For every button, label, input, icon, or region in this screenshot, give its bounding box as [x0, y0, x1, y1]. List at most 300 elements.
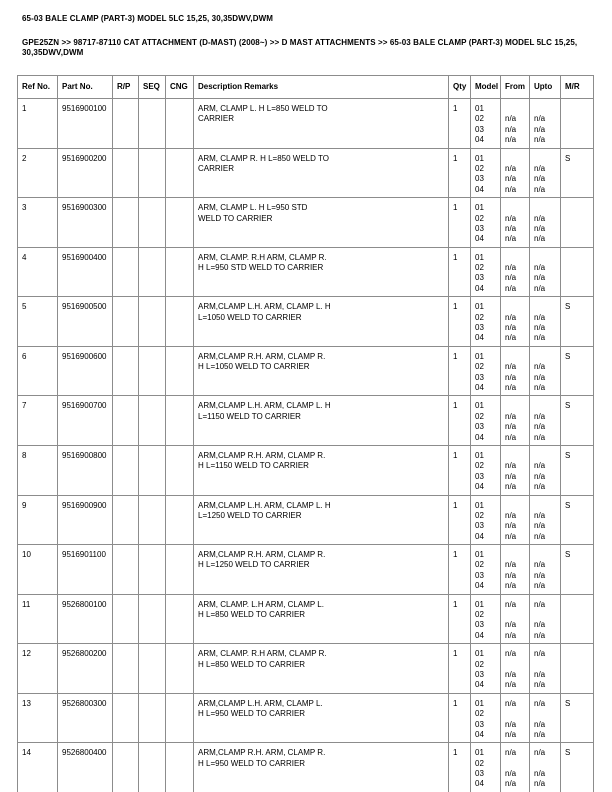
cell-description [194, 297, 449, 346]
qty-value: 1 [453, 401, 458, 411]
from-value: n/a [505, 114, 517, 124]
cell-seq [139, 396, 166, 445]
cell-model [471, 198, 501, 247]
from-value [505, 154, 527, 164]
breadcrumb: GPE25ZN >> 98717-87110 CAT ATTACHMENT (D-MAST) (2008~) >> D MAST ATTACHMENTS >> 65-03 BALE CLAMP (PART-3) MODEL 5LC 15,25, 30,35DWV,DWM [22, 38, 578, 57]
cell-rp [113, 694, 139, 743]
from-value [505, 759, 527, 769]
cell-mr [561, 743, 593, 792]
description-line-1: ARM, CLAMP. R.H ARM, CLAMP R. [198, 649, 327, 659]
from-value: n/a [505, 531, 517, 541]
part-no-value: 9516900700 [62, 401, 107, 411]
model-value: 01 [475, 748, 484, 758]
cell-part-no [58, 347, 113, 396]
description-line-2: WELD TO CARRIER [198, 213, 273, 223]
cell-ref-no [18, 198, 58, 247]
cell-ref-no [18, 496, 58, 545]
upto-value: n/a [534, 263, 546, 273]
cell-cng [166, 149, 194, 198]
from-value: n/a [505, 649, 517, 659]
qty-value: 1 [453, 748, 458, 758]
table-row [18, 347, 593, 397]
description-line-2: CARRIER [198, 163, 235, 173]
cell-ref-no [18, 248, 58, 297]
cell-mr [561, 446, 593, 495]
cell-mr [561, 248, 593, 297]
cell-upto [530, 248, 561, 297]
cell-ref-no [18, 446, 58, 495]
cell-seq [139, 248, 166, 297]
cell-part-no [58, 99, 113, 148]
qty-value: 1 [453, 351, 458, 361]
ref-no-value: 10 [22, 550, 31, 560]
from-value [505, 401, 527, 411]
upto-value: n/a [534, 630, 546, 640]
cell-qty [449, 446, 471, 495]
description-line-1: ARM,CLAMP L.H. ARM, CLAMP L. [198, 698, 323, 708]
ref-no-value: 13 [22, 698, 31, 708]
upto-value: n/a [534, 382, 546, 392]
upto-value [534, 352, 558, 362]
cell-description [194, 496, 449, 545]
table-row [18, 248, 593, 298]
cell-ref-no [18, 396, 58, 445]
model-value: 03 [475, 769, 484, 779]
description-line-2: H L=1050 WELD TO CARRIER [198, 362, 310, 372]
model-value: 04 [475, 283, 484, 293]
cell-part-no [58, 545, 113, 594]
cell-seq [139, 149, 166, 198]
model-value: 02 [475, 659, 484, 669]
from-value: n/a [505, 362, 517, 372]
model-value: 03 [475, 124, 484, 134]
model-value: 04 [475, 779, 484, 789]
cell-seq [139, 496, 166, 545]
from-value [505, 104, 527, 114]
part-no-value: 9526800300 [62, 698, 107, 708]
model-value: 01 [475, 698, 484, 708]
cell-seq [139, 644, 166, 693]
table-row [18, 694, 593, 744]
model-value: 04 [475, 333, 484, 343]
ref-no-value: 7 [22, 401, 27, 411]
table-row [18, 595, 593, 645]
ref-no-value: 5 [22, 302, 27, 312]
upto-value: n/a [534, 432, 546, 442]
description-line-2: H L=950 WELD TO CARRIER [198, 709, 306, 719]
ref-no-value: 12 [22, 649, 31, 659]
upto-value: n/a [534, 372, 546, 382]
description-line-2: L=1050 WELD TO CARRIER [198, 312, 302, 322]
from-value: n/a [505, 779, 517, 789]
model-value: 04 [475, 680, 484, 690]
mr-value: S [565, 153, 571, 163]
cell-rp [113, 446, 139, 495]
description-line-2: L=1150 WELD TO CARRIER [198, 411, 301, 421]
cell-ref-no [18, 545, 58, 594]
model-value: 02 [475, 411, 484, 421]
ref-no-value: 8 [22, 450, 27, 460]
cell-from [501, 99, 530, 148]
cell-qty [449, 396, 471, 445]
model-value: 04 [475, 184, 484, 194]
part-no-value: 9516900200 [62, 153, 107, 163]
cell-part-no [58, 595, 113, 644]
upto-value: n/a [534, 620, 546, 630]
part-no-value: 9526800100 [62, 599, 107, 609]
cell-qty [449, 644, 471, 693]
model-value: 01 [475, 153, 484, 163]
cell-cng [166, 496, 194, 545]
cell-description [194, 694, 449, 743]
model-value: 03 [475, 273, 484, 283]
cell-part-no [58, 248, 113, 297]
cell-upto [530, 347, 561, 396]
part-no-value: 9516901100 [62, 550, 106, 560]
cell-mr [561, 149, 593, 198]
cell-cng [166, 694, 194, 743]
cell-upto [530, 595, 561, 644]
cell-model [471, 743, 501, 792]
header-rp: R/P [113, 76, 139, 98]
header-cng: CNG [166, 76, 194, 98]
mr-value: S [565, 302, 571, 312]
model-value: 04 [475, 482, 484, 492]
cell-rp [113, 496, 139, 545]
description-line-1: ARM, CLAMP L. H L=950 STD [198, 203, 308, 213]
ref-no-value: 11 [22, 599, 31, 609]
from-value: n/a [505, 461, 517, 471]
cell-model [471, 496, 501, 545]
cell-part-no [58, 297, 113, 346]
model-value: 03 [475, 223, 484, 233]
from-value: n/a [505, 482, 517, 492]
model-value: 03 [475, 174, 484, 184]
qty-value: 1 [453, 450, 458, 460]
part-no-value: 9516900800 [62, 450, 107, 460]
upto-value [534, 302, 558, 312]
cell-model [471, 99, 501, 148]
cell-qty [449, 694, 471, 743]
description-line-1: ARM,CLAMP R.H. ARM, CLAMP R. [198, 748, 326, 758]
cell-model [471, 446, 501, 495]
cell-rp [113, 347, 139, 396]
upto-value [534, 709, 558, 719]
cell-description [194, 743, 449, 792]
upto-value: n/a [534, 769, 546, 779]
cell-description [194, 198, 449, 247]
cell-description [194, 446, 449, 495]
cell-seq [139, 297, 166, 346]
cell-mr [561, 644, 593, 693]
cell-part-no [58, 198, 113, 247]
mr-value: S [565, 500, 571, 510]
table-row [18, 149, 593, 199]
mr-value: S [565, 550, 571, 560]
model-value: 04 [475, 581, 484, 591]
ref-no-value: 9 [22, 500, 27, 510]
part-no-value: 9526800400 [62, 748, 107, 758]
upto-value: n/a [534, 510, 546, 520]
from-value [505, 302, 527, 312]
model-value: 04 [475, 382, 484, 392]
cell-from [501, 396, 530, 445]
cell-ref-no [18, 743, 58, 792]
upto-value: n/a [534, 184, 546, 194]
cell-seq [139, 694, 166, 743]
model-value: 03 [475, 719, 484, 729]
from-value: n/a [505, 599, 517, 609]
cell-from [501, 644, 530, 693]
upto-value [534, 401, 558, 411]
from-value [505, 610, 527, 620]
cell-upto [530, 396, 561, 445]
from-value: n/a [505, 135, 517, 145]
cell-rp [113, 743, 139, 792]
cell-description [194, 248, 449, 297]
from-value: n/a [505, 124, 517, 134]
cell-upto [530, 149, 561, 198]
cell-cng [166, 248, 194, 297]
cell-cng [166, 396, 194, 445]
cell-model [471, 149, 501, 198]
table-row [18, 396, 593, 446]
cell-upto [530, 743, 561, 792]
description-line-1: ARM,CLAMP R.H. ARM, CLAMP R. [198, 450, 326, 460]
cell-cng [166, 743, 194, 792]
description-line-2: H L=1250 WELD TO CARRIER [198, 560, 310, 570]
upto-value [534, 104, 558, 114]
from-value: n/a [505, 163, 517, 173]
model-value: 04 [475, 729, 484, 739]
cell-qty [449, 347, 471, 396]
from-value: n/a [505, 748, 517, 758]
upto-value [534, 610, 558, 620]
cell-qty [449, 545, 471, 594]
mr-value: S [565, 698, 571, 708]
qty-value: 1 [453, 550, 458, 560]
from-value: n/a [505, 581, 517, 591]
cell-part-no [58, 743, 113, 792]
parts-table [17, 75, 594, 792]
cell-seq [139, 198, 166, 247]
model-value: 01 [475, 252, 484, 262]
cell-upto [530, 496, 561, 545]
model-value: 02 [475, 709, 484, 719]
description-line-1: ARM, CLAMP R. H L=850 WELD TO [198, 153, 329, 163]
upto-value [534, 203, 558, 213]
from-value: n/a [505, 769, 517, 779]
model-value: 04 [475, 135, 484, 145]
upto-value: n/a [534, 135, 546, 145]
model-value: 03 [475, 669, 484, 679]
from-value: n/a [505, 560, 517, 570]
cell-from [501, 446, 530, 495]
cell-from [501, 496, 530, 545]
upto-value: n/a [534, 719, 546, 729]
from-value: n/a [505, 620, 517, 630]
mr-value [565, 203, 591, 213]
qty-value: 1 [453, 203, 458, 213]
description-line-1: ARM, CLAMP. L.H ARM, CLAMP L. [198, 599, 324, 609]
cell-qty [449, 99, 471, 148]
cell-ref-no [18, 347, 58, 396]
cell-from [501, 149, 530, 198]
upto-value: n/a [534, 273, 546, 283]
upto-value: n/a [534, 669, 546, 679]
description-line-2: H L=850 WELD TO CARRIER [198, 659, 306, 669]
cell-part-no [58, 149, 113, 198]
cell-ref-no [18, 99, 58, 148]
cell-upto [530, 446, 561, 495]
cell-seq [139, 743, 166, 792]
cell-mr [561, 297, 593, 346]
model-value: 04 [475, 234, 484, 244]
cell-part-no [58, 446, 113, 495]
cell-description [194, 644, 449, 693]
model-value: 01 [475, 351, 484, 361]
from-value [505, 660, 527, 670]
mr-value [565, 649, 591, 659]
cell-model [471, 694, 501, 743]
cell-from [501, 347, 530, 396]
cell-cng [166, 297, 194, 346]
cell-mr [561, 496, 593, 545]
cell-qty [449, 297, 471, 346]
cell-seq [139, 446, 166, 495]
header-seq: SEQ [139, 76, 166, 98]
cell-model [471, 347, 501, 396]
from-value: n/a [505, 698, 517, 708]
upto-value: n/a [534, 333, 546, 343]
cell-rp [113, 644, 139, 693]
header-part-no: Part No. [58, 76, 113, 98]
cell-qty [449, 496, 471, 545]
qty-value: 1 [453, 599, 458, 609]
description-line-1: ARM, CLAMP. R.H ARM, CLAMP R. [198, 252, 327, 262]
cell-seq [139, 595, 166, 644]
cell-from [501, 248, 530, 297]
from-value: n/a [505, 223, 517, 233]
upto-value: n/a [534, 560, 546, 570]
ref-no-value: 2 [22, 153, 27, 163]
model-value: 01 [475, 104, 484, 113]
cell-upto [530, 644, 561, 693]
description-line-1: ARM,CLAMP L.H. ARM, CLAMP L. H [198, 302, 331, 312]
model-value: 01 [475, 401, 484, 411]
model-value: 01 [475, 649, 484, 659]
from-value: n/a [505, 680, 517, 690]
upto-value: n/a [534, 234, 546, 244]
description-line-2: CARRIER [198, 114, 235, 124]
part-no-value: 9526800200 [62, 649, 107, 659]
upto-value: n/a [534, 471, 546, 481]
upto-value: n/a [534, 698, 546, 708]
cell-cng [166, 446, 194, 495]
cell-cng [166, 198, 194, 247]
cell-mr [561, 99, 593, 148]
cell-rp [113, 396, 139, 445]
upto-value [534, 154, 558, 164]
cell-mr [561, 198, 593, 247]
cell-model [471, 545, 501, 594]
from-value [505, 253, 527, 263]
model-value: 03 [475, 372, 484, 382]
description-line-2: H L=850 WELD TO CARRIER [198, 610, 306, 620]
part-no-value: 9516900900 [62, 500, 107, 510]
upto-value: n/a [534, 312, 546, 322]
mr-value: S [565, 748, 571, 758]
upto-value [534, 501, 558, 511]
description-line-1: ARM, CLAMP L. H L=850 WELD TO [198, 104, 328, 113]
upto-value: n/a [534, 599, 546, 609]
from-value: n/a [505, 630, 517, 640]
mr-value [565, 104, 591, 114]
cell-rp [113, 198, 139, 247]
mr-value: S [565, 401, 571, 411]
part-no-value: 9516900400 [62, 252, 107, 262]
cell-model [471, 248, 501, 297]
table-row [18, 644, 593, 694]
description-line-2: H L=1150 WELD TO CARRIER [198, 461, 309, 471]
cell-part-no [58, 644, 113, 693]
cell-rp [113, 297, 139, 346]
table-row [18, 545, 593, 595]
cell-from [501, 694, 530, 743]
header-model: Model [471, 76, 501, 98]
cell-part-no [58, 396, 113, 445]
cell-seq [139, 347, 166, 396]
mr-value: S [565, 450, 571, 460]
model-value: 01 [475, 203, 484, 213]
cell-seq [139, 99, 166, 148]
header-description: Description Remarks [194, 76, 449, 98]
qty-value: 1 [453, 649, 458, 659]
upto-value [534, 253, 558, 263]
table-row [18, 198, 593, 248]
ref-no-value: 4 [22, 252, 27, 262]
qty-value: 1 [453, 302, 458, 312]
from-value: n/a [505, 372, 517, 382]
from-value: n/a [505, 273, 517, 283]
description-line-1: ARM,CLAMP R.H. ARM, CLAMP R. [198, 550, 326, 560]
from-value [505, 709, 527, 719]
model-value: 03 [475, 422, 484, 432]
from-value: n/a [505, 422, 517, 432]
table-row [18, 99, 593, 149]
part-no-value: 9516900500 [62, 302, 107, 312]
from-value: n/a [505, 263, 517, 273]
qty-value: 1 [453, 698, 458, 708]
cell-rp [113, 248, 139, 297]
cell-description [194, 149, 449, 198]
from-value: n/a [505, 174, 517, 184]
upto-value: n/a [534, 174, 546, 184]
cell-ref-no [18, 297, 58, 346]
description-line-2: L=1250 WELD TO CARRIER [198, 510, 302, 520]
cell-description [194, 595, 449, 644]
model-value: 02 [475, 362, 484, 372]
upto-value: n/a [534, 114, 546, 124]
cell-qty [449, 198, 471, 247]
cell-model [471, 644, 501, 693]
from-value [505, 501, 527, 511]
description-line-1: ARM,CLAMP L.H. ARM, CLAMP L. H [198, 500, 331, 510]
qty-value: 1 [453, 104, 458, 113]
model-value: 03 [475, 620, 484, 630]
header-from: From [501, 76, 530, 98]
from-value [505, 203, 527, 213]
